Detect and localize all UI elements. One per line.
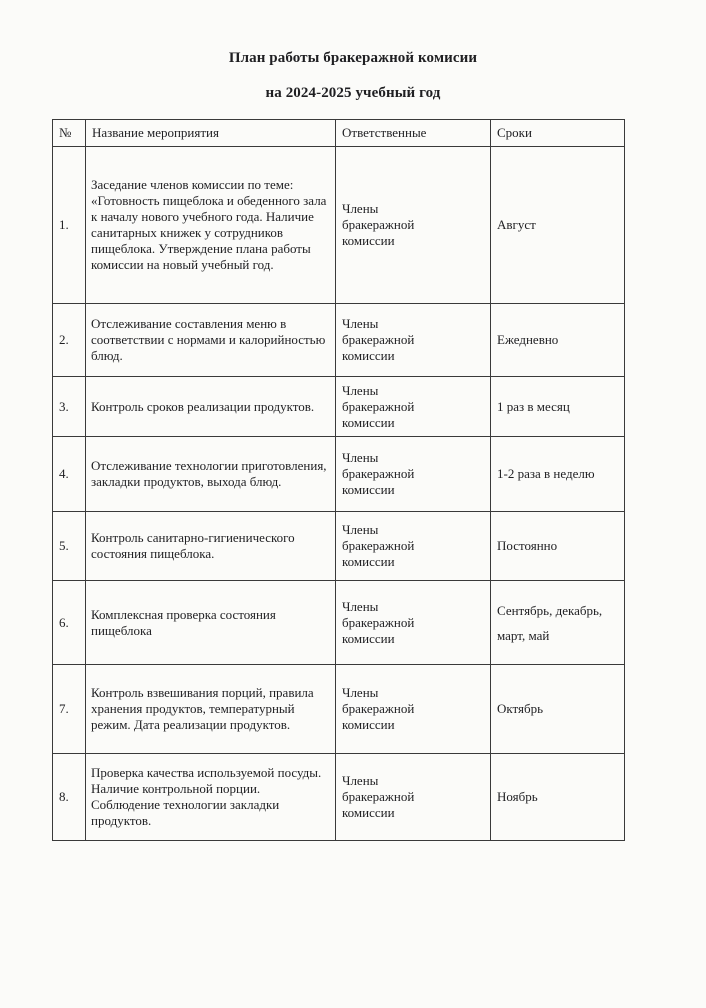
row-number: 8. [53,754,86,841]
row-activity: Контроль взвешивания порций, правила хранения продуктов, температурный режим. Дата реализации продуктов. [86,665,336,754]
row-activity: Контроль санитарно-гигиенического состояния пищеблока. [86,512,336,581]
table-row [53,581,625,665]
row-term: Октябрь [491,665,625,754]
row-responsible: Члены бракеражной комиссии [336,437,491,512]
header-num: № [53,120,86,147]
table-row [53,665,625,754]
row-number: 4. [53,437,86,512]
row-number: 2. [53,304,86,377]
table-row [53,304,625,377]
row-responsible: Члены бракеражной комиссии [336,512,491,581]
table-row [53,512,625,581]
row-number: 7. [53,665,86,754]
row-activity: Проверка качества используемой посуды. Наличие контрольной порции. Соблюдение технологии закладки продуктов. [86,754,336,841]
row-term: Август [491,147,625,304]
header-responsible: Ответственные [336,120,491,147]
row-activity: Отслеживание составления меню в соответствии с нормами и калорийностью блюд. [86,304,336,377]
row-term: Сентябрь, декабрь, март, май [491,581,625,665]
table-row [53,377,625,437]
row-term: 1-2 раза в неделю [491,437,625,512]
header-name: Название мероприятия [86,120,336,147]
table-header-row [53,120,625,147]
row-responsible: Члены бракеражной комиссии [336,665,491,754]
row-activity: Комплексная проверка состояния пищеблока [86,581,336,665]
row-responsible: Члены бракеражной комиссии [336,377,491,437]
row-number: 5. [53,512,86,581]
row-term: Постоянно [491,512,625,581]
plan-table [52,119,625,841]
table-row [53,147,625,304]
row-number: 6. [53,581,86,665]
table-row [53,754,625,841]
row-term: Ноябрь [491,754,625,841]
row-number: 1. [53,147,86,304]
row-activity: Контроль сроков реализации продуктов. [86,377,336,437]
row-number: 3. [53,377,86,437]
row-activity: Отслеживание технологии приготовления, закладки продуктов, выхода блюд. [86,437,336,512]
row-responsible: Члены бракеражной комиссии [336,754,491,841]
row-responsible: Члены бракеражной комиссии [336,147,491,304]
row-responsible: Члены бракеражной комиссии [336,581,491,665]
header-term: Сроки [491,120,625,147]
row-term: Ежедневно [491,304,625,377]
table-row [53,437,625,512]
row-responsible: Члены бракеражной комиссии [336,304,491,377]
row-activity: Заседание членов комиссии по теме: «Готовность пищеблока и обеденного зала к началу нового учебного года. Наличие санитарных книжек у сотрудников пищеблока. Утверждение плана работы комиссии на новый учебный год. [86,147,336,304]
document-subtitle: на 2024-2025 учебный год [265,85,441,101]
document-title: План работы бракеражной комисии [228,50,478,66]
row-term: 1 раз в месяц [491,377,625,437]
